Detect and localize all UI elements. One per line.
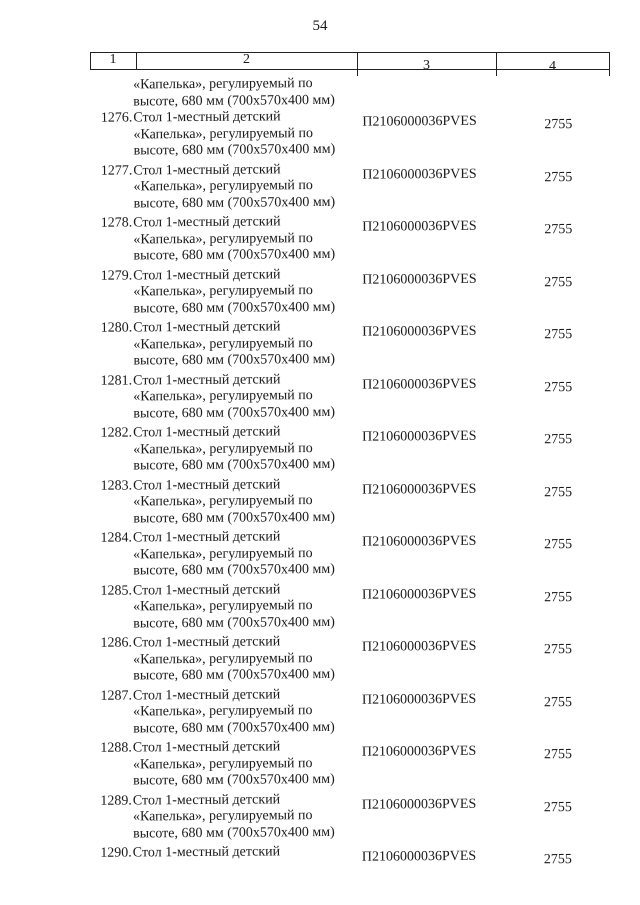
item-price: 2755: [544, 117, 573, 133]
row-number: 1288.: [100, 740, 132, 756]
item-price: 2755: [544, 432, 573, 448]
item-name-line: Стол 1-местный детский: [132, 581, 281, 598]
item-name-line: высоте, 680 мм (700х570х400 мм): [133, 404, 336, 421]
table-header: [90, 52, 610, 76]
item-name-line: Стол 1-местный детский: [133, 109, 281, 126]
item-name: [133, 844, 373, 862]
item-name-line: «Капелька», регулируемый по: [133, 598, 313, 615]
item-name-line: «Капелька», регулируемый по: [133, 283, 313, 300]
column-header-2: 2: [243, 52, 250, 67]
item-price: 2755: [543, 694, 573, 710]
item-name: [133, 476, 373, 527]
item-code: П2106000036PVES: [361, 743, 477, 760]
item-name: [133, 214, 373, 265]
item-name-line: «Капелька», регулируемый по: [133, 178, 313, 195]
item-name-line: «Капелька», регулируемый по: [133, 493, 313, 510]
continuation-line: высоте, 680 мм (700х570х400 мм): [133, 92, 335, 109]
item-name-line: Стол 1-местный детский: [132, 739, 281, 756]
row-number: 1279.: [100, 267, 133, 284]
row-number: 1287.: [100, 687, 132, 704]
item-name-line: высоте, 680 мм (700х570х400 мм): [133, 299, 336, 316]
item-price: 2755: [544, 274, 573, 290]
item-name-line: высоте, 680 мм (700х570х400 мм): [133, 351, 336, 369]
column-header-4: 4: [549, 59, 556, 74]
item-name-line: «Капелька», регулируемый по: [132, 755, 313, 772]
table-row: [5, 736, 640, 794]
item-name: [133, 109, 373, 160]
item-name: [133, 319, 373, 370]
item-price: 2755: [543, 799, 572, 815]
item-name-line: Стол 1-местный детский: [133, 319, 281, 336]
item-name-line: высоте, 680 мм (700х570х400 мм): [133, 509, 336, 526]
item-name-line: «Капелька», регулируемый по: [133, 335, 313, 352]
table-row: [3, 421, 640, 479]
row-number: 1283.: [100, 477, 133, 494]
row-number: 1281.: [100, 372, 133, 389]
item-name-line: «Капелька», регулируемый по: [133, 125, 313, 142]
item-name-line: высоте, 680 мм (700х570х400 мм): [133, 666, 335, 684]
item-name-line: Стол 1-местный детский: [133, 266, 281, 283]
table-row: [3, 474, 640, 532]
column-header-3: 3: [423, 58, 430, 73]
item-name-line: «Капелька», регулируемый по: [132, 703, 313, 720]
item-name: [133, 739, 373, 790]
item-name-line: «Капелька», регулируемый по: [133, 440, 313, 457]
item-name-line: высоте, 680 мм (700х570х400 мм): [133, 771, 335, 789]
row-number: 1284.: [100, 530, 133, 546]
continuation-line: «Капелька», регулируемый по: [133, 76, 313, 93]
item-name-line: Стол 1-местный детский: [132, 476, 281, 493]
item-name: [133, 686, 373, 737]
table-body: [0, 73, 640, 899]
item-name-line: высоте, 680 мм (700х570х400 мм): [133, 456, 336, 474]
table-row: [4, 579, 640, 637]
item-code: П2106000036PVES: [361, 533, 477, 550]
row-number: 1285.: [100, 582, 133, 599]
item-code: П2106000036PVES: [361, 638, 477, 655]
item-name-line: Стол 1-местный детский: [133, 424, 281, 441]
table-row: [0, 106, 640, 164]
item-code: П2106000036PVES: [361, 691, 477, 708]
item-price: 2755: [544, 379, 573, 395]
row-number: 1280.: [100, 320, 133, 336]
row-number: 1289.: [100, 793, 132, 809]
column-header-1: 1: [109, 52, 117, 67]
item-price: 2755: [543, 642, 573, 658]
item-price: 2755: [544, 169, 573, 185]
item-name-line: Стол 1-местный детский: [133, 371, 281, 388]
table-row: [2, 316, 640, 374]
item-code: П2106000036PVES: [362, 376, 477, 393]
item-name-line: Стол 1-местный детский: [132, 844, 281, 861]
item-price: 2755: [544, 327, 573, 343]
item-code: П2106000036PVES: [362, 218, 477, 235]
page-number: 54: [312, 18, 328, 34]
row-number: 1290.: [100, 845, 132, 861]
item-code: П2106000036PVES: [362, 323, 477, 340]
item-name: [133, 371, 373, 422]
item-name: [133, 529, 373, 580]
item-name-line: высоте, 680 мм (700х570х400 мм): [133, 561, 335, 579]
row-number: 1286.: [100, 635, 133, 651]
continuation-cell: [0, 73, 640, 111]
item-price: 2755: [544, 537, 573, 553]
item-code: П2106000036PVES: [362, 166, 477, 183]
item-name-line: высоте, 680 мм (700х570х400 мм): [133, 141, 336, 159]
header-divider: [609, 52, 610, 76]
table-row: [6, 841, 640, 899]
item-name-line: Стол 1-местный детский: [132, 686, 281, 703]
item-name-line: высоте, 680 мм (700х570х400 мм): [133, 614, 335, 631]
table-row: [1, 159, 640, 217]
item-name-line: высоте, 680 мм (700х570х400 мм): [133, 824, 335, 841]
item-price: 2755: [543, 852, 572, 868]
item-name-line: Стол 1-местный детский: [133, 161, 281, 178]
item-name: [133, 266, 373, 317]
item-name-line: «Капелька», регулируемый по: [133, 650, 313, 667]
item-code: П2106000036PVES: [361, 848, 477, 865]
table-row: [2, 369, 640, 427]
table-row: [1, 211, 640, 269]
item-code: П2106000036PVES: [362, 481, 477, 498]
item-name: [133, 424, 373, 475]
item-name-line: «Капелька», регулируемый по: [132, 808, 313, 825]
item-code: П2106000036PVES: [362, 271, 477, 288]
table-row: [4, 526, 640, 584]
item-code: П2106000036PVES: [362, 428, 477, 445]
table-row: [5, 684, 640, 742]
item-name: [133, 634, 373, 685]
item-code: П2106000036PVES: [361, 796, 477, 813]
row-number: 1277.: [100, 162, 133, 179]
table-row: [2, 264, 640, 322]
item-price: 2755: [544, 222, 573, 238]
item-name: [133, 161, 373, 212]
item-name-line: Стол 1-местный детский: [132, 791, 281, 808]
table-row: [6, 789, 640, 847]
item-code: П2106000036PVES: [361, 586, 477, 603]
row-number: 1276.: [100, 110, 133, 126]
item-name-line: Стол 1-местный детский: [132, 634, 281, 651]
item-name: [133, 581, 373, 632]
item-name-line: высоте, 680 мм (700х570х400 мм): [133, 246, 336, 264]
item-name-line: высоте, 680 мм (700х570х400 мм): [133, 719, 335, 736]
item-name-line: высоте, 680 мм (700х570х400 мм): [133, 194, 336, 211]
item-name: [133, 791, 373, 842]
row-number: 1278.: [100, 215, 133, 231]
item-name-line: «Капелька», регулируемый по: [133, 388, 313, 405]
table-row: [4, 631, 640, 689]
item-code: П2106000036PVES: [362, 113, 477, 130]
item-price: 2755: [543, 589, 573, 605]
item-name-line: Стол 1-местный детский: [133, 214, 281, 231]
item-price: 2755: [543, 747, 572, 763]
item-price: 2755: [544, 484, 573, 500]
item-name-line: «Капелька», регулируемый по: [133, 230, 313, 247]
item-name-line: «Капелька», регулируемый по: [133, 545, 313, 562]
item-name-line: Стол 1-местный детский: [132, 529, 281, 546]
row-number: 1282.: [100, 425, 133, 441]
